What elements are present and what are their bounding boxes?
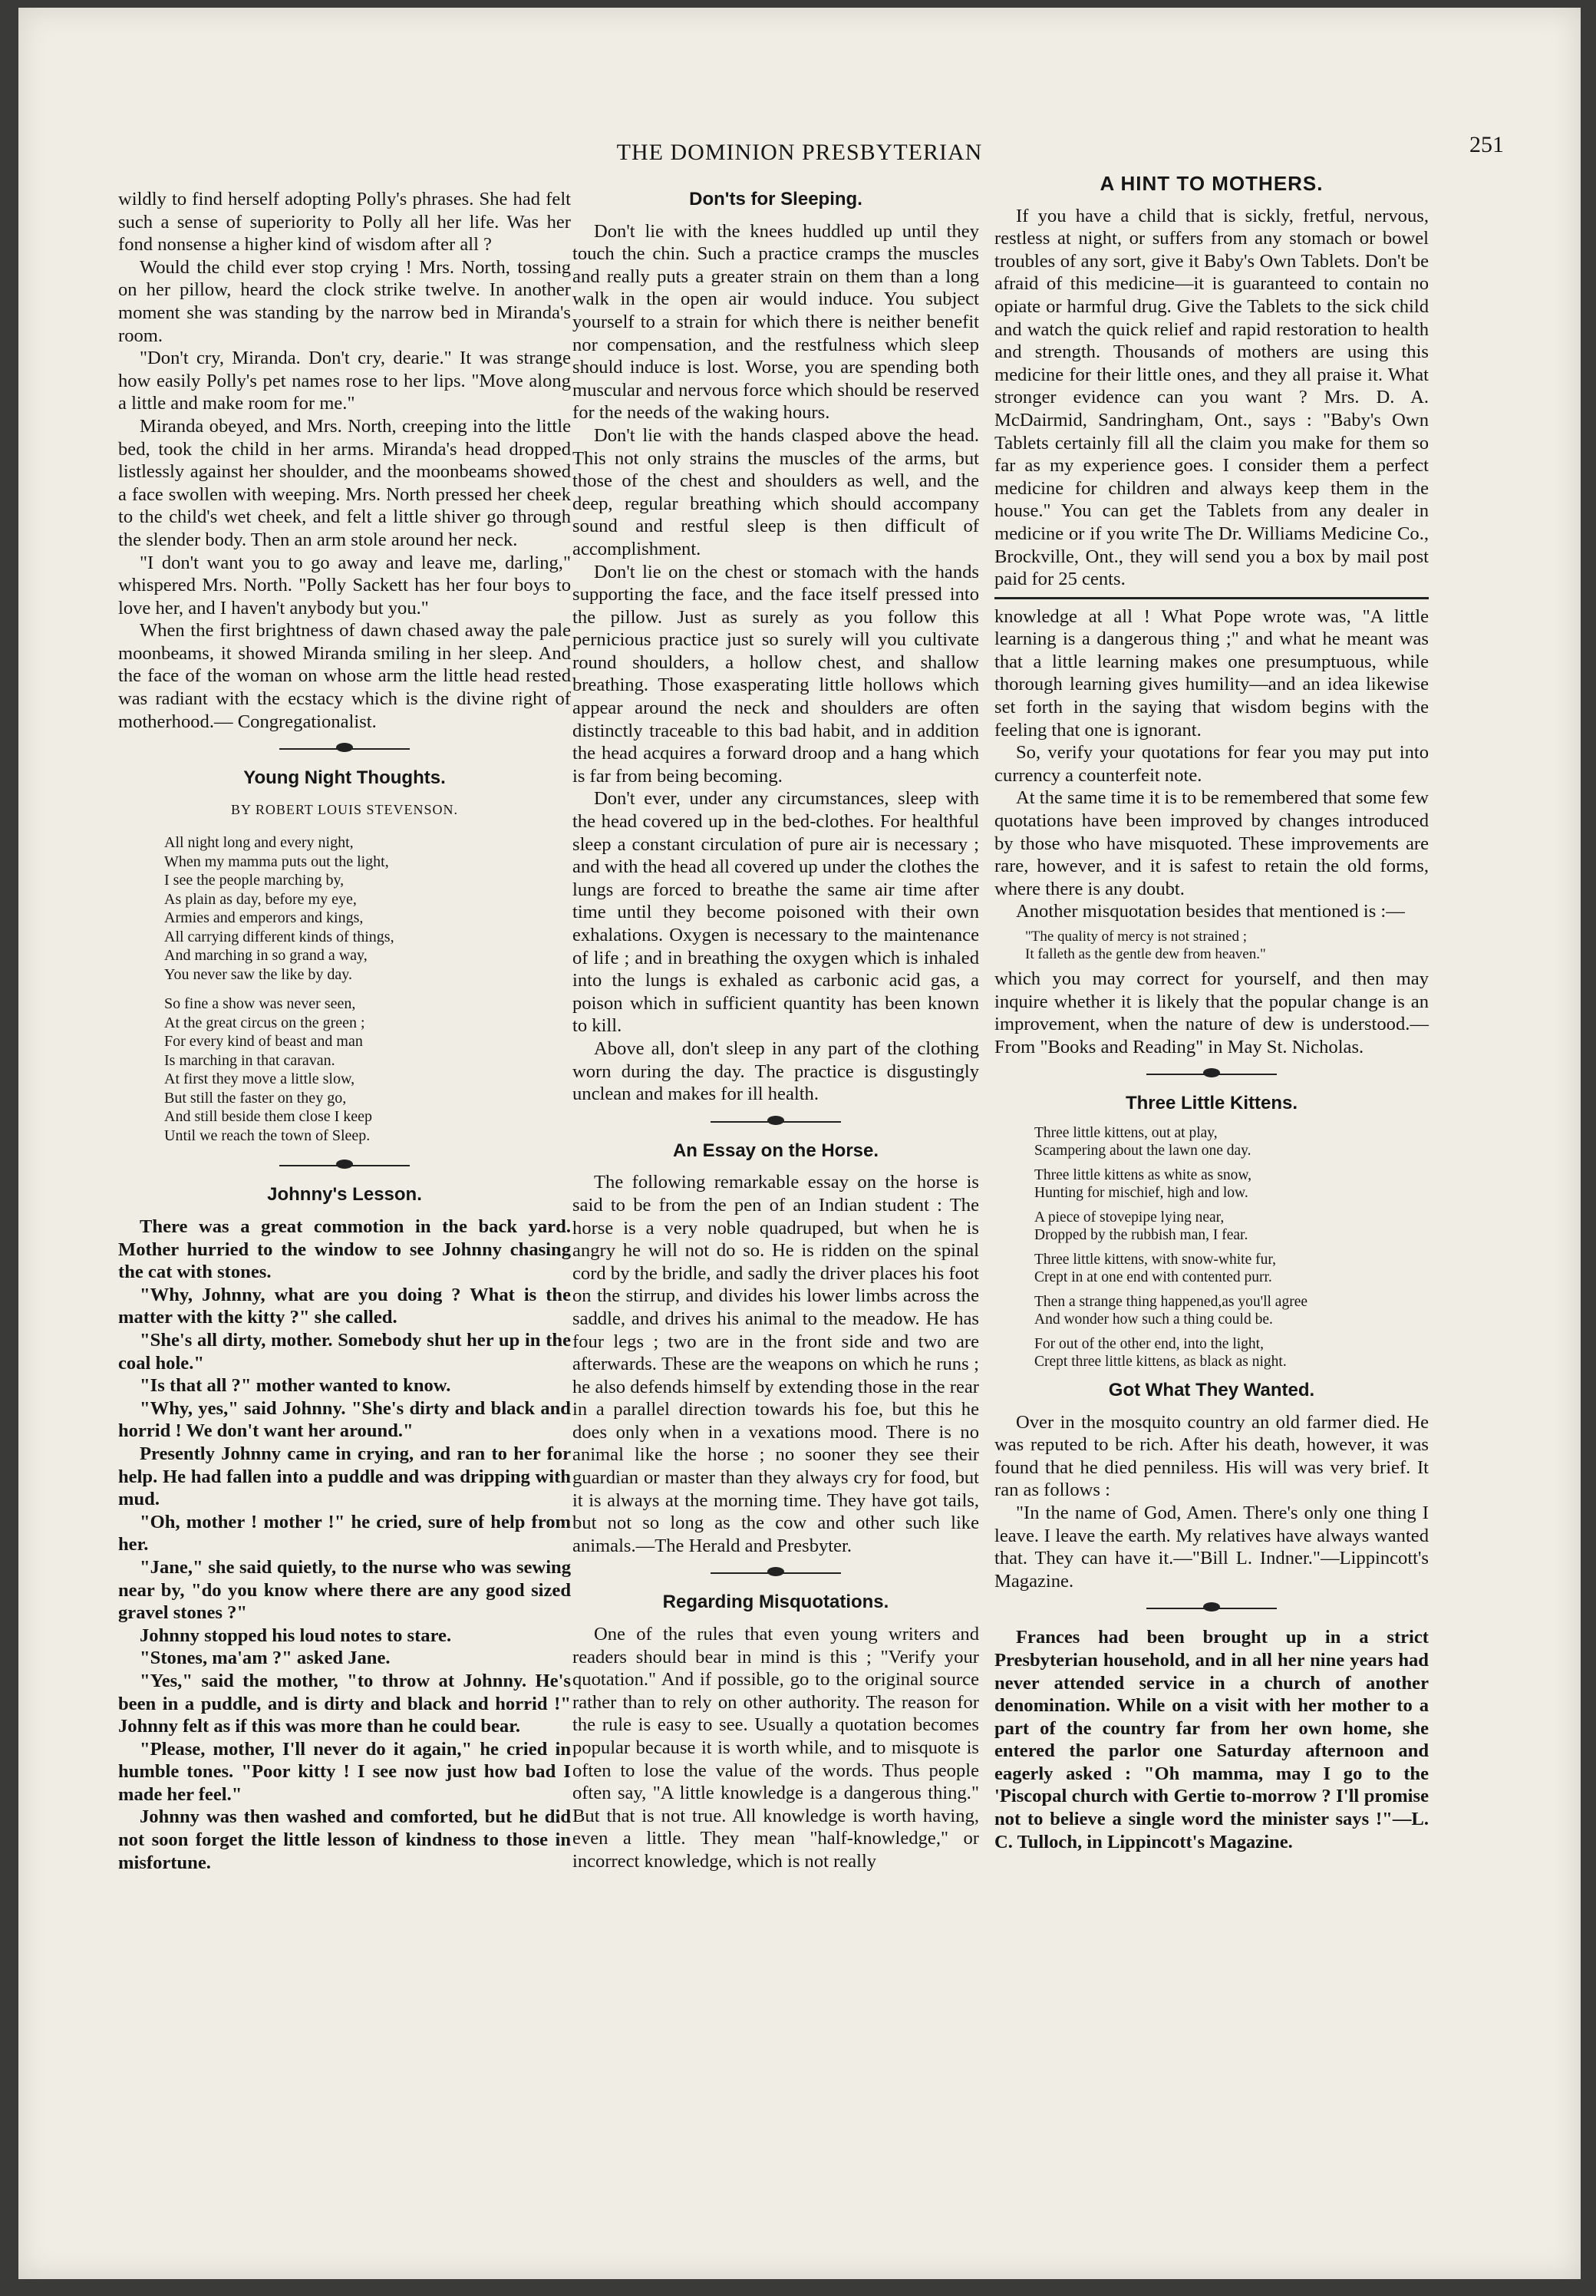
- poem-line: For every kind of beast and man: [164, 1033, 363, 1051]
- page-number: 251: [1469, 132, 1504, 157]
- poem-line: Hunting for mischief, high and low.: [1034, 1185, 1248, 1202]
- sleep-paragraph: Don't lie with the knees huddled up until they touch the chin. Such a practice cramps the muscles and really puts a greater strain on them than a long walk in the open air would induce. You subject yourself to a strain for which there is neither benefit nor compensation, and the restfulness which sleep should induce is lost. Worse, you are spending both muscular and nervous force which should be reserved for the needs of the waking hours.: [572, 220, 979, 424]
- sleep-paragraph: Don't ever, under any circumstances, sleep with the head covered up in the bed-clothes. For healthful sleep a constant circulation of pure air is necessary ; and with the head all covered up under the clothes the lungs are forced to breathe the same air time after time until they become poisoned with their own exhalations. Oxygen is necessary to the maintenance of life ; and in breathing the oxygen which is inhaled into the lungs is exhaled as carbonic acid gas, a poison which in sufficient quantity has been known to kill.: [572, 788, 979, 1037]
- lesson-title: Johnny's Lesson.: [267, 1184, 422, 1206]
- poem-line: At the great circus on the green ;: [164, 1014, 365, 1031]
- story-paragraph: Would the child ever stop crying ! Mrs. North, tossing on her pillow, heard the clock strike twelve. In another moment she was standing by the narrow bed in Miranda's room.: [118, 256, 571, 346]
- sleep-title: Don'ts for Sleeping.: [689, 189, 862, 209]
- poem-stanza: [1034, 1251, 1429, 1287]
- story-paragraph: "I don't want you to go away and leave me, darling," whispered Mrs. North. "Polly Sackett has her four boys to love her, and I haven't anybody but you.": [118, 552, 571, 619]
- misquotations-paragraph: One of the rules that even young writers and readers should bear in mind is this ; "Verify your quotation." And if possible, go to the original source rather than to rely on other authority. The reason for the rule is easy to see. Usually a quotation becomes popular because it is worth while, and to misquote is often to lose the value of the words. Thus people often say, "A little knowledge is a dangerous thing." But that is not true. All knowledge is worth having, even a little. They mean "half-knowledge," or incorrect knowledge, which is not really: [572, 1624, 979, 1872]
- story-paragraph: "Don't cry, Miranda. Don't cry, dearie." It was strange how easily Polly's pet names rose to her lips. "Move along a little and make room for me.": [118, 348, 571, 414]
- column-right: [994, 172, 1429, 1853]
- poem-line: And wonder how such a thing could be.: [1034, 1311, 1273, 1328]
- poem-line: All night long and every night,: [164, 834, 354, 852]
- kittens-title: Three Little Kittens.: [1125, 1093, 1298, 1114]
- hint-title: A HINT TO MOTHERS.: [1100, 172, 1324, 195]
- poem-line: And marching in so grand a way,: [164, 947, 368, 965]
- poem-title: Young Night Thoughts.: [243, 767, 446, 789]
- misquotations-continued: Another misquotation besides that mentioned is :—: [1016, 901, 1405, 922]
- poem-line: Three little kittens as white as snow,: [1034, 1166, 1252, 1183]
- poem-line: Crept three little kittens, as black as night.: [1034, 1354, 1287, 1371]
- lesson-paragraph: Presently Johnny came in crying, and ran to her for help. He had fallen into a puddle and was dripping with mud.: [118, 1443, 571, 1510]
- lesson-paragraph: "Stones, ma'am ?" asked Jane.: [140, 1648, 391, 1669]
- wanted-paragraph: "In the name of God, Amen. There's only one thing I leave. I leave the earth. My relatives have always wanted that. They can have it.—"Bill L. Indner."—Lippincott's Magazine.: [994, 1502, 1429, 1592]
- poem-line: And still beside them close I keep: [164, 1108, 373, 1126]
- misquotations-continued: At the same time it is to be remembered that some few quotations have been improved by changes introduced by those who have misquoted. These improvements are rare, however, and it is safest to retain the old forms, where there is any doubt.: [994, 787, 1429, 899]
- shakespeare-quote: [1025, 928, 1429, 963]
- poem-stanza: [1034, 1293, 1429, 1329]
- poem-line: Crept in at one end with contented purr.: [1034, 1269, 1272, 1286]
- poem-line: Scampering about the lawn one day.: [1034, 1143, 1251, 1160]
- poem-line: At first they move a little slow,: [164, 1070, 355, 1088]
- sleep-paragraph: Above all, don't sleep in any part of the clothing worn during the day. The practice is disgustingly unclean and makes for ill health.: [572, 1037, 979, 1105]
- wanted-title: Got What They Wanted.: [1108, 1379, 1315, 1400]
- column-left: [118, 188, 571, 1874]
- poem: [164, 833, 571, 1145]
- poem-line: But still the faster on they go,: [164, 1089, 347, 1107]
- lesson-paragraph: "Is that all ?" mother wanted to know.: [140, 1375, 451, 1397]
- poem-line: Until we reach the town of Sleep.: [164, 1127, 371, 1144]
- column-rule: [994, 597, 1429, 599]
- poem-line: Then a strange thing happened,as you'll agree: [1034, 1293, 1308, 1310]
- lesson-paragraph: Johnny was then washed and comforted, but he did not soon forget the little lesson of kindness to those in misfortune.: [118, 1806, 571, 1873]
- poem-stanza: [1034, 1124, 1429, 1160]
- poem-line: When my mamma puts out the light,: [164, 853, 389, 870]
- poem-stanza: [164, 995, 571, 1145]
- poem-line: I see the people marching by,: [164, 872, 345, 889]
- poem-line: Dropped by the rubbish man, I fear.: [1034, 1227, 1248, 1244]
- newspaper-page: [18, 8, 1581, 2279]
- story-paragraph: wildly to find herself adopting Polly's phrases. She had felt such a sense of superiority to Polly all her life. Was her fond nonsense a higher kind of wisdom after all ?: [118, 189, 571, 256]
- lesson-paragraph: "Jane," she said quietly, to the nurse who was sewing near by, "do you know where there are any good sized gravel stones ?": [118, 1556, 571, 1624]
- poem-line: A piece of stovepipe lying near,: [1034, 1209, 1225, 1226]
- misquotations-continued: So, verify your quotations for fear you may put into currency a counterfeit note.: [994, 742, 1429, 786]
- quote-line: "The quality of mercy is not strained ;: [1025, 929, 1247, 945]
- ornament-divider: [994, 1064, 1429, 1084]
- poem-line: Armies and emperors and kings,: [164, 909, 364, 927]
- poem-line: All carrying different kinds of things,: [164, 928, 394, 945]
- poem-line: Three little kittens, out at play,: [1034, 1124, 1218, 1141]
- poem-stanza: [164, 833, 571, 984]
- poem-line: Is marching in that caravan.: [164, 1051, 335, 1069]
- lesson-paragraph: "Please, mother, I'll never do it again," he cried in humble tones. "Poor kitty ! I see now just how bad I made her feel.": [118, 1738, 571, 1805]
- ornament-divider: [118, 1156, 571, 1176]
- misquotations-end: which you may correct for yourself, and then may inquire whether it is likely that the popular change is an improvement, when the nature of dew is understood.—From "Books and Reading" in May St. Nicholas.: [994, 968, 1429, 1057]
- wanted-paragraph: Over in the mosquito country an old farmer died. He was reputed to be rich. After his death, however, it was found that he died penniless. His will was very brief. It ran as follows :: [994, 1411, 1429, 1501]
- horse-paragraph: The following remarkable essay on the horse is said to be from the pen of an Indian student : The horse is a very noble quadruped, but when he is angry he will not do so. He is ridden on the spinal cord by the bridle, and sadly the driver places his foot on the stirrup, and divides his lower limbs across the saddle, and drives his animal to the meadow. He has four legs ; two are in the front side and two are afterwards. These are the weapons on which he runs ; he also defends himself by extending those in the rear in a parallel direction towards his foe, but this he does only when in a vexations mood. There is no animal like the horse ; no sooner they see their guardian or master than they always cry for food, but it is always at the morning time. They have got tails, but not so long as the cow and other such like animals.—The Herald and Presbyter.: [572, 1172, 979, 1556]
- lesson-body: [118, 1216, 571, 1874]
- ornament-divider: [572, 1112, 979, 1132]
- sleep-paragraph: Don't lie on the chest or stomach with the hands supporting the face, and the face itself pressed into the pillow. Just as surely as you follow this pernicious practice just so surely will you cultivate round shoulders, a hollow chest, and shallow breathing. Those exasperating little hollows which appear around the neck and shoulders are often distinctly traceable to this bad habit, and in addition the head acquires a forward droop and a hang which is far from being becoming.: [572, 561, 979, 787]
- lesson-paragraph: Johnny stopped his loud notes to stare.: [140, 1625, 452, 1646]
- ornament-divider: [572, 1563, 979, 1583]
- poem-stanza: [1034, 1209, 1429, 1245]
- lesson-paragraph: "Why, Johnny, what are you doing ? What is the matter with the kitty ?" she called.: [118, 1284, 571, 1328]
- poem-line: You never saw the like by day.: [164, 965, 352, 983]
- poem-stanza: [1034, 1335, 1429, 1371]
- lesson-paragraph: "Why, yes," said Johnny. "She's dirty and black and horrid ! We don't want her around.": [118, 1397, 571, 1442]
- lesson-paragraph: There was a great commotion in the back yard. Mother hurried to the window to see Johnny chasing the cat with stones.: [118, 1216, 571, 1283]
- poem-line: For out of the other end, into the light,: [1034, 1335, 1264, 1352]
- frances-paragraph: Frances had been brought up in a strict Presbyterian household, and in all her nine years had never attended service in a church of another denomination. While on a visit with her mother to a part of the country far from her own home, she entered the parlor one Saturday afternoon and eagerly asked : "Oh mamma, may I go to the 'Piscopal church with Gertie to-morrow ? I'll promise not to believe a single word the minister says !"—L. C. Tulloch, in Lippincott's Magazine.: [994, 1627, 1429, 1852]
- poem-stanza: [1034, 1166, 1429, 1202]
- poem-byline: BY ROBERT LOUIS STEVENSON.: [231, 801, 458, 817]
- column-middle: [572, 188, 979, 1873]
- lesson-paragraph: "She's all dirty, mother. Somebody shut her up in the coal hole.": [118, 1330, 571, 1374]
- quote-line: It falleth as the gentle dew from heaven.": [1025, 946, 1266, 962]
- lesson-paragraph: "Yes," said the mother, "to throw at Johnny. He's been in a puddle, and is dirty and black and horrid !" Johnny felt as if this was more than he could bear.: [118, 1670, 571, 1737]
- story-paragraph: Miranda obeyed, and Mrs. North, creeping into the little bed, took the child in her arms. Miranda's head dropped listlessly against her shoulder, and the moonbeams showed a face swollen with weeping. Mrs. North pressed her cheek to the child's wet cheek, and felt a little shiver go through the slender body. Then an arm stole around her neck.: [118, 415, 571, 550]
- lesson-paragraph: "Oh, mother ! mother !" he cried, sure of help from her.: [118, 1511, 571, 1555]
- poem-line: As plain as day, before my eye,: [164, 890, 357, 908]
- horse-title: An Essay on the Horse.: [672, 1140, 879, 1161]
- hint-paragraph: If you have a child that is sickly, fretful, nervous, restless at night, or suffers from any stomach or bowel troubles of any sort, give it Baby's Own Tablets. Don't be afraid of this medicine—it is guaranteed to contain no opiate or harmful drug. Give the Tablets to the sick child and watch the quick relief and rapid restoration to health and strength. Thousands of mothers are using this medicine for their little ones, and they all praise it. What stronger evidence can you want ? Mrs. D. A. McDairmid, Sandringham, Ont., says : "Baby's Own Tablets certainly fill all the claim you make for them so far as my experience goes. I consider them a perfect medicine for children and always keep them in the house." You can get the Tablets from any dealer in medicine or if you write The Dr. Williams Medicine Co., Brockville, Ont., they will send you a box by mail post paid for 25 cents.: [994, 205, 1429, 590]
- poem-line: Three little kittens, with snow-white fur,: [1034, 1251, 1276, 1268]
- sleep-paragraph: Don't lie with the hands clasped above the head. This not only strains the muscles of the arms, but those of the chest and shoulders as well, and the deep, regular breathing which should accompany sound and restful sleep is then difficult of accomplishment.: [572, 424, 979, 559]
- masthead: THE DOMINION PRESBYTERIAN: [616, 140, 983, 165]
- misquotations-title: Regarding Misquotations.: [662, 1592, 889, 1613]
- story-paragraph: When the first brightness of dawn chased away the pale moonbeams, it showed Miranda smiling in her sleep. And the face of the woman on whose arm the little head rested was radiant with the ecstacy which is the divine right of motherhood.— Congregationalist.: [118, 620, 571, 732]
- misquotations-continued: knowledge at all ! What Pope wrote was, "A little learning is a dangerous thing ;" and what he meant was that a little learning makes one presumptuous, while thorough learning gives humility—and an idea likewise set forth in the saying that wisdom begins with the feeling that one is ignorant.: [994, 605, 1429, 741]
- ornament-divider: [118, 739, 571, 759]
- kittens-poem: [1034, 1124, 1429, 1371]
- poem-line: So fine a show was never seen,: [164, 995, 356, 1013]
- ornament-divider: [994, 1598, 1429, 1618]
